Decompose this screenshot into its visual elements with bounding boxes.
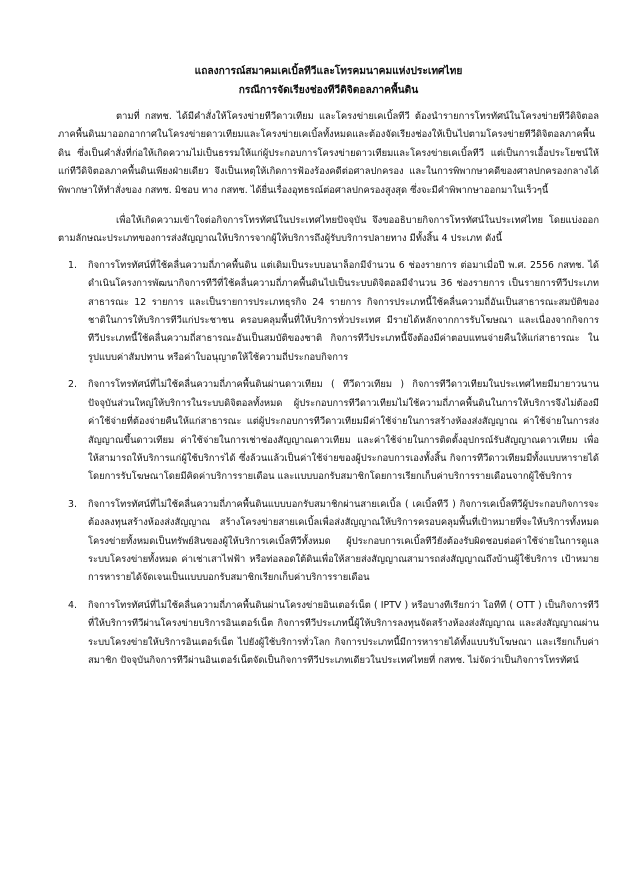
list-item — [58, 376, 599, 486]
list-item-number: 1. — [68, 259, 77, 271]
list-item-text: กิจการโทรทัศน์ที่ใช้คลื่นความถี่ภาคพื้นดิน แต่เดิมเป็นระบบอนาล็อกมีจำนวน 6 ช่องรายการ ต่อมาเมื่อปี พ.ศ. 2556 กสทช. ได้ดำเนินโครงการพัฒนากิจการทีวีที่ใช้คลื่นความถี่ภาคพื้นดินไปเป็นระบบดิจิตอลมีจำนวน 36 ช่องรายการ เป็นรายการทีวีประเภทสาธารณะ 12 รายการ และเป็นรายการประเภทธุรกิจ 24 รายการ กิจการประเภทนี้ใช้คลื่นความถี่อันเป็นสาธารณะสมบัติของชาติในการให้บริการทีวีแก่ประชาชน ครอบคลุมพื้นที่ให้บริการทั่วประเทศ มีรายได้หลักจากการรับโฆษณา และเนื่องจากกิจการทีวีประเภทนี้ใช้คลื่นความถี่สาธารณะอันเป็นสมบัติของชาติ กิจการทีวีประเภทนี้จึงต้องมีค่าตอบแทนจ่ายคืนให้แก่สาธารณะ ในรูปแบบค่าสัมปทาน หรือค่าใบอนุญาตให้ใช้ความถี่ประกอบกิจการ — [88, 259, 599, 363]
document-title: แถลงการณ์สมาคมเคเบิ้ลทีวีและโทรคมนาคมแห่งประเทศไทย — [194, 66, 463, 77]
list-item — [58, 496, 599, 588]
list-item-text: กิจการโทรทัศน์ที่ไม่ใช้คลื่นความถี่ภาคพื้นดินผ่านดาวเทียม ( ทีวีดาวเทียม ) กิจการทีวีดาวเทียมในประเทศไทยมีมายาวนาน ปัจจุบันส่วนใหญ่ให้บริการในระบบดิจิตอลทั้งหมด ผู้ประกอบการทีวีดาวเทียมไม่ใช้ความถี่ภาคพื้นดินในการให้บริการจึงไม่ต้องมีค่าใช้จ่ายที่ต้องจ่ายคืนให้แก่สาธารณะ แต่ผู้ประกอบการทีวีดาวเทียมมีค่าใช้จ่ายในการสร้างห้องส่งสัญญาณ ค่าใช้จ่ายในการส่งสัญญาณขึ้นดาวเทียม ค่าใช้จ่ายในการเช่าช่องสัญญาณดาวเทียม และค่าใช้จ่ายในการติดตั้งอุปกรณ์รับสัญญาณดาวเทียม เพื่อให้สามารถให้บริการแก่ผู้ใช้บริการได้ ซึ่งล้วนแล้วเป็นค่าใช้จ่ายของผู้ประกอบการเองทั้งสิ้น กิจการทีวีดาวเทียมมีทั้งแบบหารายได้โดยการรับโฆษณาโดยมีคิดค่าบริการรายเดือน และแบบบอกรับสมาชิกโดยการเรียกเก็บค่าบริการรายเดือนจากผู้ใช้บริการ — [88, 379, 599, 483]
list-item-number: 4. — [68, 599, 77, 611]
intro-paragraph: ตามที่ กสทช. ได้มีคำสั่งให้โครงข่ายทีวีดาวเทียม และโครงข่ายเคเบิ้ลทีวี ต้องนำรายการโทรทัศน์ในโครงข่ายทีวีดิจิตอลภาคพื้นดินมาออกอากาศในโครงข่ายดาวเทียมและโครงข่ายเคเบิ้ลทั้งหมดและต้องจัดเรียงช่องให้เป็นไปตามโครงข่ายทีวีดิจิตอลภาคพื้นดิน ซึ่งเป็นคำสั่งที่ก่อให้เกิดความไม่เป็นธรรมให้แก่ผู้ประกอบการโครงข่ายดาวเทียมและโครงข่ายเคเบิ้ลทีวี แต่เป็นการเอื้อประโยชน์ให้แก่ทีวีดิจิตอลภาคพื้นดินเพียงฝ่ายเดียว จึงเป็นเหตุให้เกิดการฟ้องร้องคดีต่อศาลปกครอง และในการพิพากษาคดีของศาลปกครองกลางได้พิพากษาให้ทำสั่งของ กสทช. มิชอบ ทาง กสทช. ได้ยื่นเรื่องอุทธรณ์ต่อศาลปกครองสูงสุด ซึ่งจะมีคำพิพากษาออกมาในเร็วๆนี้ — [58, 111, 599, 196]
list-item-number: 3. — [68, 498, 77, 510]
list-item — [58, 597, 599, 671]
list-item — [58, 257, 599, 367]
document-subtitle: กรณีการจัดเรียงช่องทีวีดิจิตอลภาคพื้นดิน — [238, 85, 419, 96]
list-item-text: กิจการโทรทัศน์ที่ไม่ใช้คลื่นความถี่ภาคพื้นดินผ่านโครงข่ายอินเตอร์เน็ต ( IPTV ) หรือบางทีเรียกว่า โอทีที ( OTT ) เป็นกิจการทีวีที่ให้บริการทีวีผ่านโครงข่ายบริการอินเตอร์เน็ต กิจการทีวีประเภทนี้ผู้ให้บริการลงทุนจัดสร้างห้องส่งสัญญาณ และส่งสัญญาณผ่านระบบโครงข่ายให้บริการอินเตอร์เน็ต ไปยังผู้ใช้บริการทั่วโลก กิจการประเภทนี้มีการหารายได้ทั้งแบบรับโฆษณา และเรียกเก็บค่าสมาชิก ปัจจุบันกิจการทีวีผ่านอินเตอร์เน็ตจัดเป็นกิจการทีวีประเภทเดียวในประเทศไทยที่ กสทช. ไม่จัดว่าเป็นกิจการโทรทัศน์ — [88, 599, 599, 666]
list-item-number: 2. — [68, 379, 77, 391]
list-item-text: กิจการโทรทัศน์ที่ไม่ใช้คลื่นความถี่ภาคพื้นดินแบบบอกรับสมาชิกผ่านสายเคเบิ้ล ( เคเบิ้ลทีวี ) กิจการเคเบิ้ลทีวีผู้ประกอบกิจการจะต้องลงทุนสร้างห้องส่งสัญญาณ สร้างโครงข่ายสายเคเบิ้ลเพื่อส่งสัญญาณให้บริการครอบคลุมพื้นที่เป้าหมายที่จะให้บริการทั้งหมด โครงข่ายทั้งหมดเป็นทรัพย์สินของผู้ให้บริการเคเบิ้ลทีวีทั้งหมด ผู้ประกอบการเคเบิ้ลทีวียังต้องรับผิดชอบต่อค่าใช้จ่ายในการดูแลระบบโครงข่ายทั้งหมด ค่าเช่าเสาไฟฟ้า หรือท่อลอดใต้ดินเพื่อให้สายส่งสัญญาณสามารถส่งสัญญาณถึงบ้านผู้ใช้บริการ เป้าหมายการหารายได้จัดเจนเป็นแบบบอกรับสมาชิกเรียกเก็บค่าบริการรายเดือน — [88, 498, 599, 584]
overview-paragraph: เพื่อให้เกิดความเข้าใจต่อกิจการโทรทัศน์ในประเทศไทยปัจจุบัน จึงขออธิบายกิจการโทรทัศน์ในประเทศไทย โดยแบ่งออกตามลักษณะประเภทของการส่งสัญญาณให้บริการจากผู้ให้บริการถึงผู้รับบริการปลายทาง มีทั้งสิ้น 4 ประเภท ดังนี้ — [58, 215, 599, 245]
tv-category-list — [58, 257, 599, 671]
